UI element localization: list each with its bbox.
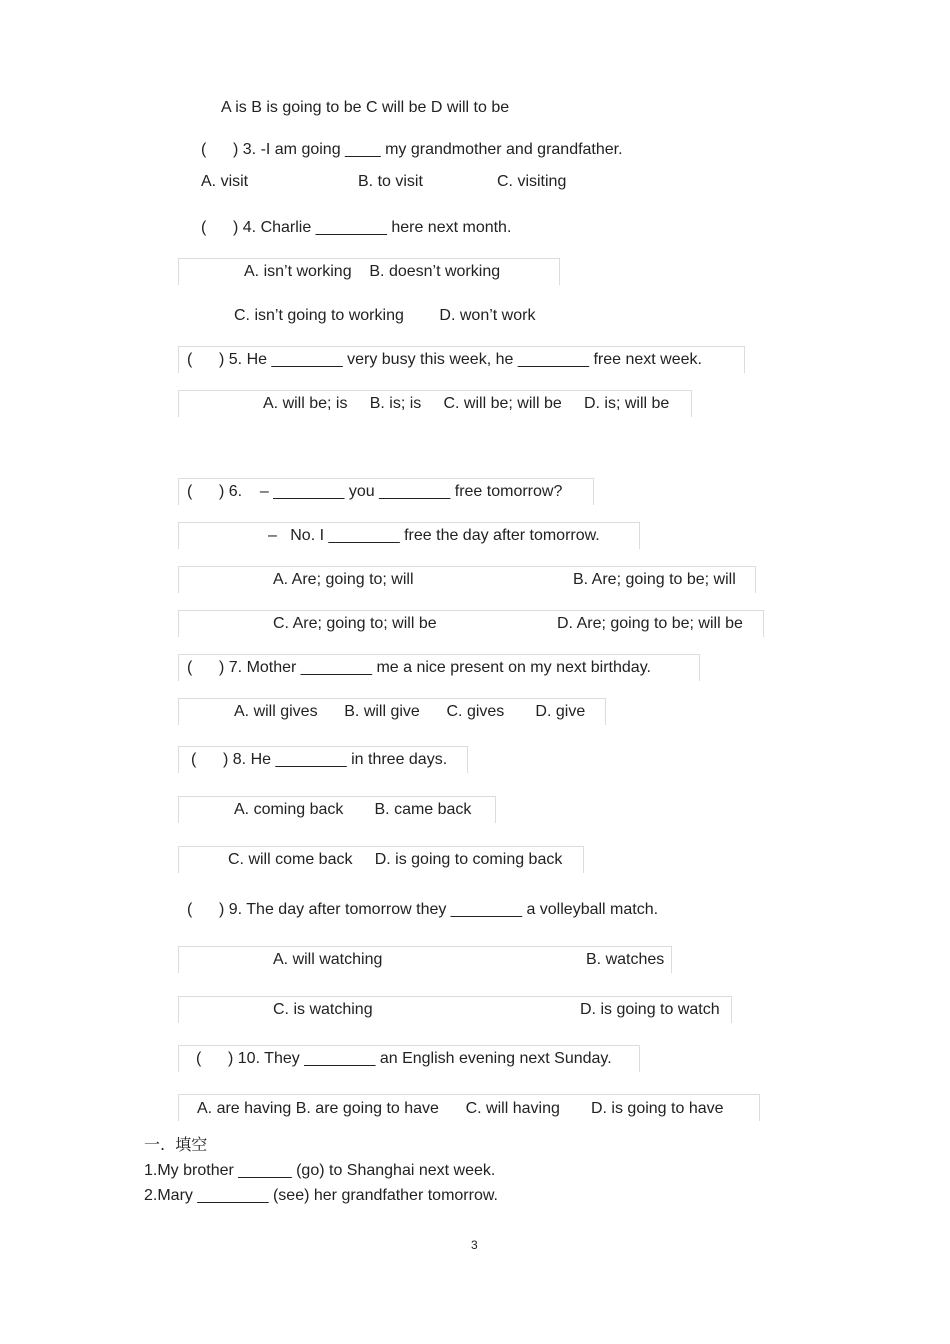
page-number: 3	[471, 1238, 478, 1252]
q8-stem: ( ) 8. He ________ in three days.	[191, 751, 448, 768]
q6-option-d: D. Are; going to be; will be	[557, 615, 743, 632]
q9-option-c: C. is watching	[273, 1001, 373, 1018]
q3-option-a: A. visit	[201, 173, 249, 190]
q9-option-b: B. watches	[586, 951, 665, 968]
q9-stem: ( ) 9. The day after tomorrow they ________ a volleyball match.	[187, 901, 659, 918]
q6-stem: ( ) 6. – ________ you ________ free tomorrow?	[187, 483, 563, 500]
q6-option-c: C. Are; going to; will be	[273, 615, 437, 632]
q6-option-a: A. Are; going to; will	[273, 571, 414, 588]
q10-stem: ( ) 10. They ________ an English evening next Sunday.	[196, 1050, 612, 1067]
q7-stem: ( ) 7. Mother ________ me a nice present on my next birthday.	[187, 659, 651, 676]
q7-options: A. will gives B. will give C. gives D. give	[234, 703, 586, 720]
q6-reply: – No. I ________ free the day after tomorrow.	[268, 527, 600, 544]
q3-stem: ( ) 3. -I am going ____ my grandmother and grandfather.	[201, 141, 623, 158]
fill-question-2: 2.Mary ________ (see) her grandfather tomorrow.	[144, 1187, 498, 1204]
fill-question-1: 1.My brother ______ (go) to Shanghai next week.	[144, 1162, 496, 1179]
q4-stem: ( ) 4. Charlie ________ here next month.	[201, 219, 512, 236]
q10-options: A. are having B. are going to have C. will having D. is going to have	[197, 1100, 724, 1117]
q3-option-c: C. visiting	[497, 173, 567, 190]
q4-options-ab: A. isn’t working B. doesn’t working	[244, 263, 501, 280]
q4-options-cd: C. isn’t going to working D. won’t work	[234, 307, 536, 324]
q5-options: A. will be; is B. is; is C. will be; will be D. is; will be	[263, 395, 670, 412]
q8-options-ab: A. coming back B. came back	[234, 801, 472, 818]
q9-option-a: A. will watching	[273, 951, 383, 968]
q5-stem: ( ) 5. He ________ very busy this week, he ________ free next week.	[187, 351, 702, 368]
q6-option-b: B. Are; going to be; will	[573, 571, 736, 588]
q8-options-cd: C. will come back D. is going to coming back	[228, 851, 563, 868]
section-title: 一. 填空	[144, 1135, 208, 1154]
q2-options: A is B is going to be C will be D will to be	[221, 99, 510, 116]
q3-option-b: B. to visit	[358, 173, 423, 190]
q9-option-d: D. is going to watch	[580, 1001, 720, 1018]
